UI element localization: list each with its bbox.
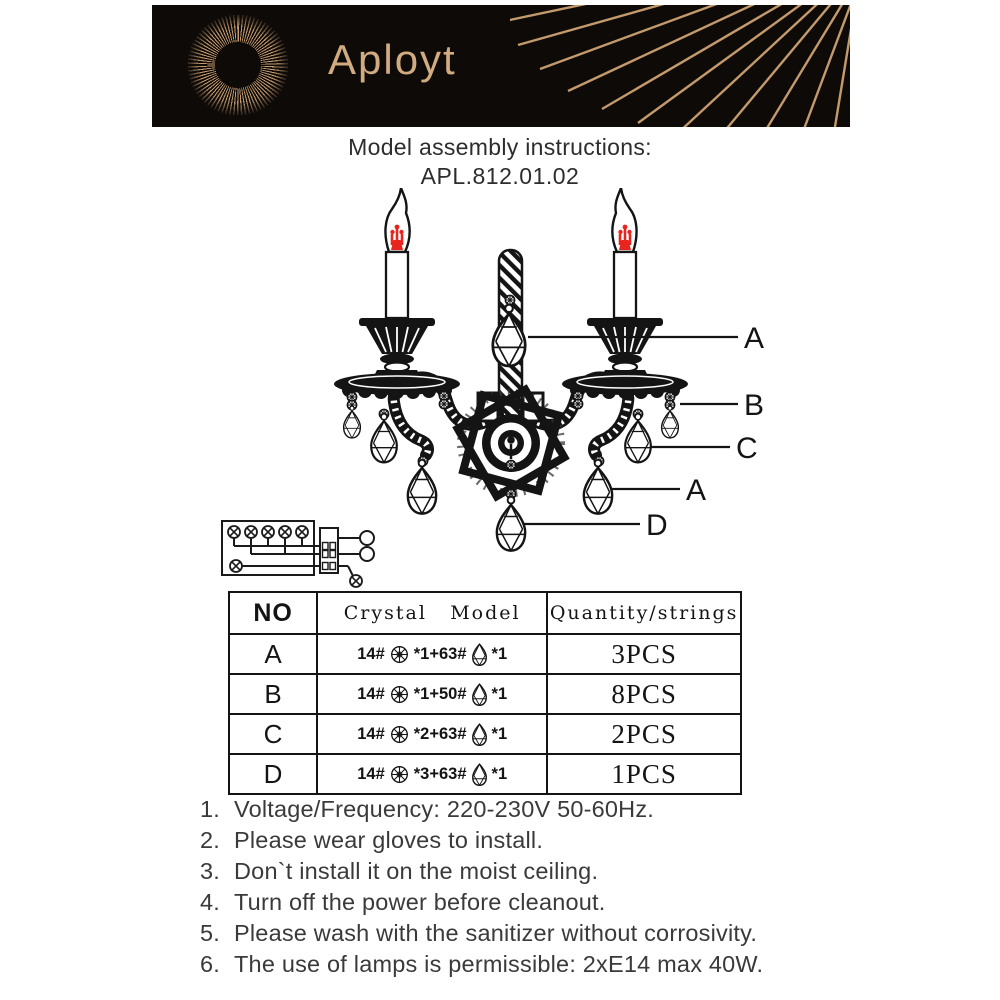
crystal-parts-table [228, 591, 742, 795]
instruction-item [200, 856, 763, 887]
row-no: B [229, 674, 317, 714]
row-quantity: 3PCS [547, 634, 741, 674]
model-number: APL.812.01.02 [420, 163, 580, 189]
instruction-item [200, 794, 763, 825]
instruction-text: Turn off the power before cleanout. [234, 889, 606, 915]
callout-label-d: D [646, 509, 668, 542]
instruction-text: Don`t install it on the moist ceiling. [234, 858, 599, 884]
crystal-mid: *1+50# [413, 684, 467, 703]
crystal-mid: *2+63# [413, 724, 467, 743]
crystal-prefix: 14# [357, 684, 385, 703]
instruction-number: 2. [200, 827, 220, 853]
instruction-number: 3. [200, 858, 220, 884]
crystal-prefix: 14# [357, 724, 385, 743]
crystal-mid: *1+63# [413, 644, 467, 663]
instruction-item [200, 887, 763, 918]
starburst-logo-icon [188, 15, 288, 115]
row-no: A [229, 634, 317, 674]
instruction-item [200, 918, 763, 949]
corner-rays-decoration-icon [510, 5, 850, 127]
header-no: NO [229, 592, 317, 634]
instruction-number: 6. [200, 951, 220, 977]
teardrop-crystal-icon [472, 643, 487, 666]
crystal-prefix: 14# [357, 644, 385, 663]
brand-name: Aployt [328, 36, 457, 83]
instruction-number: 5. [200, 920, 220, 946]
callout-label-a1: A [744, 322, 765, 355]
page-title: Model assembly instructions: [348, 134, 652, 160]
instruction-text: Please wash with the sanitizer without corrosivity. [234, 920, 758, 946]
octagon-crystal-icon [390, 725, 409, 744]
header-crystal: Crystal [343, 602, 427, 624]
instruction-number: 4. [200, 889, 220, 915]
instruction-list [200, 794, 763, 980]
instruction-number: 1. [200, 796, 220, 822]
row-no: D [229, 754, 317, 794]
instruction-text: Please wear gloves to install. [234, 827, 544, 853]
callout-label-a2: A [686, 474, 707, 507]
octagon-crystal-icon [390, 765, 409, 784]
sconce-technical-drawing [190, 188, 790, 598]
crystal-suffix: *1 [491, 764, 508, 783]
row-quantity: 2PCS [547, 714, 741, 754]
instruction-item [200, 949, 763, 980]
crystal-suffix: *1 [491, 644, 508, 663]
brand-banner [152, 5, 850, 127]
header-model: Model [450, 602, 521, 624]
callout-label-c: C [736, 432, 758, 465]
crystal-prefix: 14# [357, 764, 385, 783]
crystal-suffix: *1 [491, 684, 508, 703]
table-row [229, 634, 741, 674]
row-quantity: 1PCS [547, 754, 741, 794]
teardrop-crystal-icon [472, 723, 487, 746]
table-header-row [229, 592, 741, 634]
octagon-crystal-icon [390, 645, 409, 664]
table-row [229, 714, 741, 754]
header-quantity: Quantity/strings [547, 592, 741, 634]
callout-label-b: B [744, 389, 765, 422]
table-row [229, 674, 741, 714]
crystal-mid: *3+63# [413, 764, 467, 783]
wiring-schematic [222, 521, 374, 587]
octagon-crystal-icon [390, 685, 409, 704]
crystal-suffix: *1 [491, 724, 508, 743]
instruction-text: The use of lamps is permissible: 2xE14 max 40W. [234, 951, 764, 977]
row-quantity: 8PCS [547, 674, 741, 714]
teardrop-crystal-icon [472, 683, 487, 706]
instruction-item [200, 825, 763, 856]
table-row [229, 754, 741, 794]
teardrop-crystal-icon [472, 763, 487, 786]
instruction-text: Voltage/Frequency: 220-230V 50-60Hz. [234, 796, 655, 822]
row-no: C [229, 714, 317, 754]
